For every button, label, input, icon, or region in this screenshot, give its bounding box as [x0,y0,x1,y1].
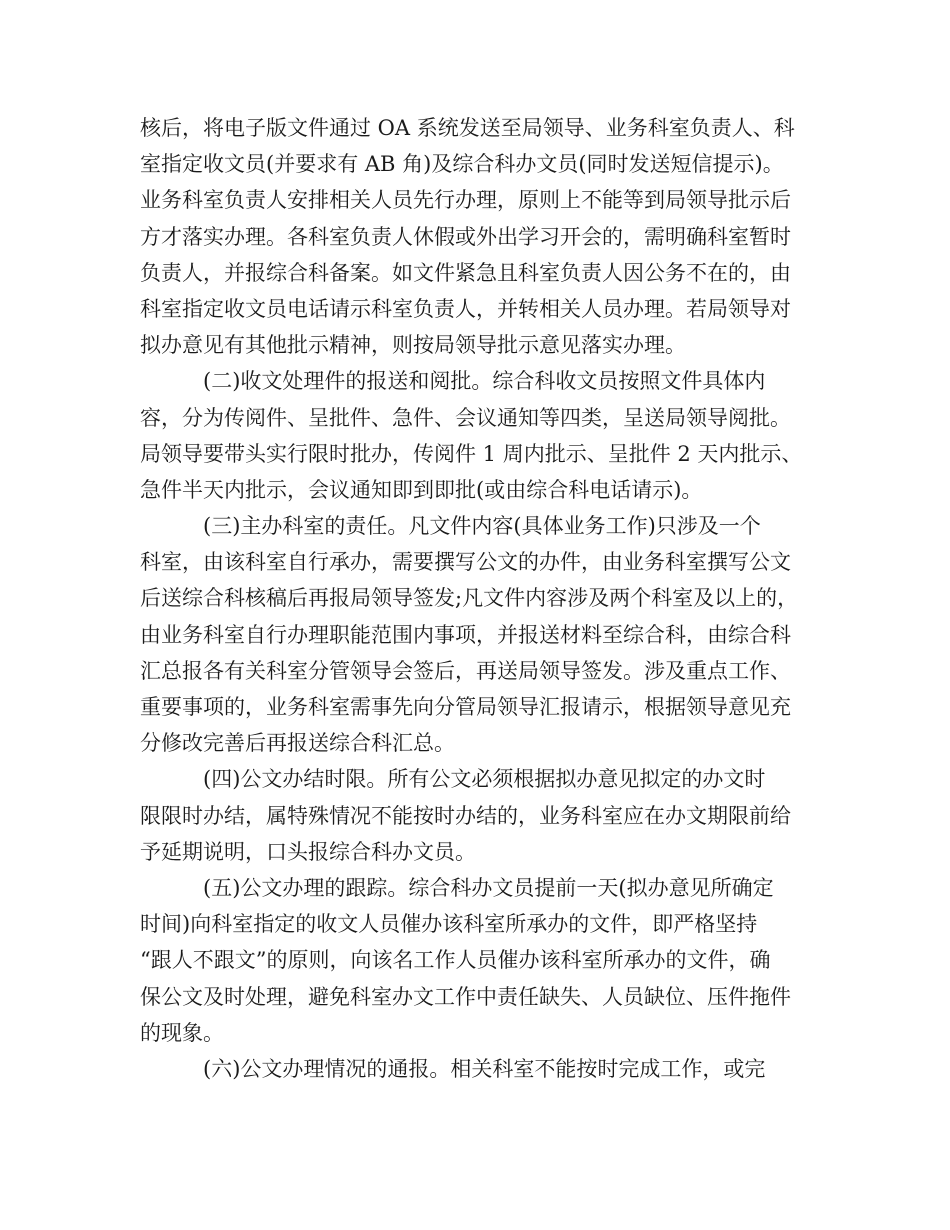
text-line: 的现象。 [140,1020,224,1045]
text-line: 拟办意见有其他批示精神，则按局领导批示意见落实办理。 [140,333,686,358]
text-line: 科室指定收文员电话请示科室负责人，并转相关人员办理。若局领导对 [140,296,791,321]
paragraph [140,363,830,508]
text-line: (六)公文办理情况的通报。相关科室不能按时完成工作，或完 [140,1056,766,1081]
document-body [140,110,830,1087]
text-line: (三)主办科室的责任。凡文件内容(具体业务工作)只涉及一个 [140,514,761,539]
text-line: 由业务科室自行办理职能范围内事项，并报送材料至综合科，由综合科 [140,622,791,647]
text-line: 汇总报各有关科室分管领导会签后，再送局领导签发。涉及重点工作、 [140,658,791,683]
text-line: 科室，由该科室自行承办，需要撰写公文的办件，由业务科室撰写公文 [140,550,791,575]
paragraph [140,1051,830,1087]
text-line: 后送综合科核稿后再报局领导签发;凡文件内容涉及两个科室及以上的， [140,586,799,611]
text-line: 时间)向科室指定的收文人员催办该科室所承办的文件，即严格坚持 [140,912,758,937]
text-line: 业务科室负责人安排相关人员先行办理，原则上不能等到局领导批示后 [140,188,791,213]
paragraph [140,761,830,870]
text-line: (二)收文处理件的报送和阅批。综合科收文员按照文件具体内 [140,369,766,394]
paragraph [140,870,830,1051]
text-line: 予延期说明，口头报综合科办文员。 [140,839,476,864]
text-line: 保公文及时处理，避免科室办文工作中责任缺失、人员缺位、压件拖件 [140,984,791,1009]
text-line: 负责人，并报综合科备案。如文件紧急且科室负责人因公务不在的，由 [140,260,791,285]
paragraph [140,110,830,363]
text-line: 容，分为传阅件、呈批件、急件、会议通知等四类，呈送局领导阅批。 [140,405,791,430]
paragraph [140,508,830,761]
text-line: 核后，将电子版文件通过 OA 系统发送至局领导、业务科室负责人、科 [140,116,795,140]
text-line: 重要事项的，业务科室需事先向分管局领导汇报请示，根据领导意见充 [140,695,791,719]
text-line: 方才落实办理。各科室负责人休假或外出学习开会的，需明确科室暂时 [140,224,791,249]
text-line: 分修改完善后再报送综合科汇总。 [140,731,455,756]
text-line: (四)公文办结时限。所有公文必须根据拟办意见拟定的办文时 [140,767,766,792]
text-line: 局领导要带头实行限时批办，传阅件 1 周内批示、呈批件 2 天内批示、 [140,441,803,466]
text-line: 限限时办结，属特殊情况不能按时办结的，业务科室应在办文期限前给 [140,803,791,828]
text-line: (五)公文办理的跟踪。综合科办文员提前一天(拟办意见所确定 [140,875,774,900]
text-line: 急件半天内批示，会议通知即到即批(或由综合科电话请示)。 [140,477,703,502]
text-line: “跟人不跟文”的原则，向该名工作人员催办该科室所承办的文件，确 [140,948,771,973]
text-line: 室指定收文员(并要求有 AB 角)及综合科办文员(同时发送短信提示)。 [140,152,784,177]
